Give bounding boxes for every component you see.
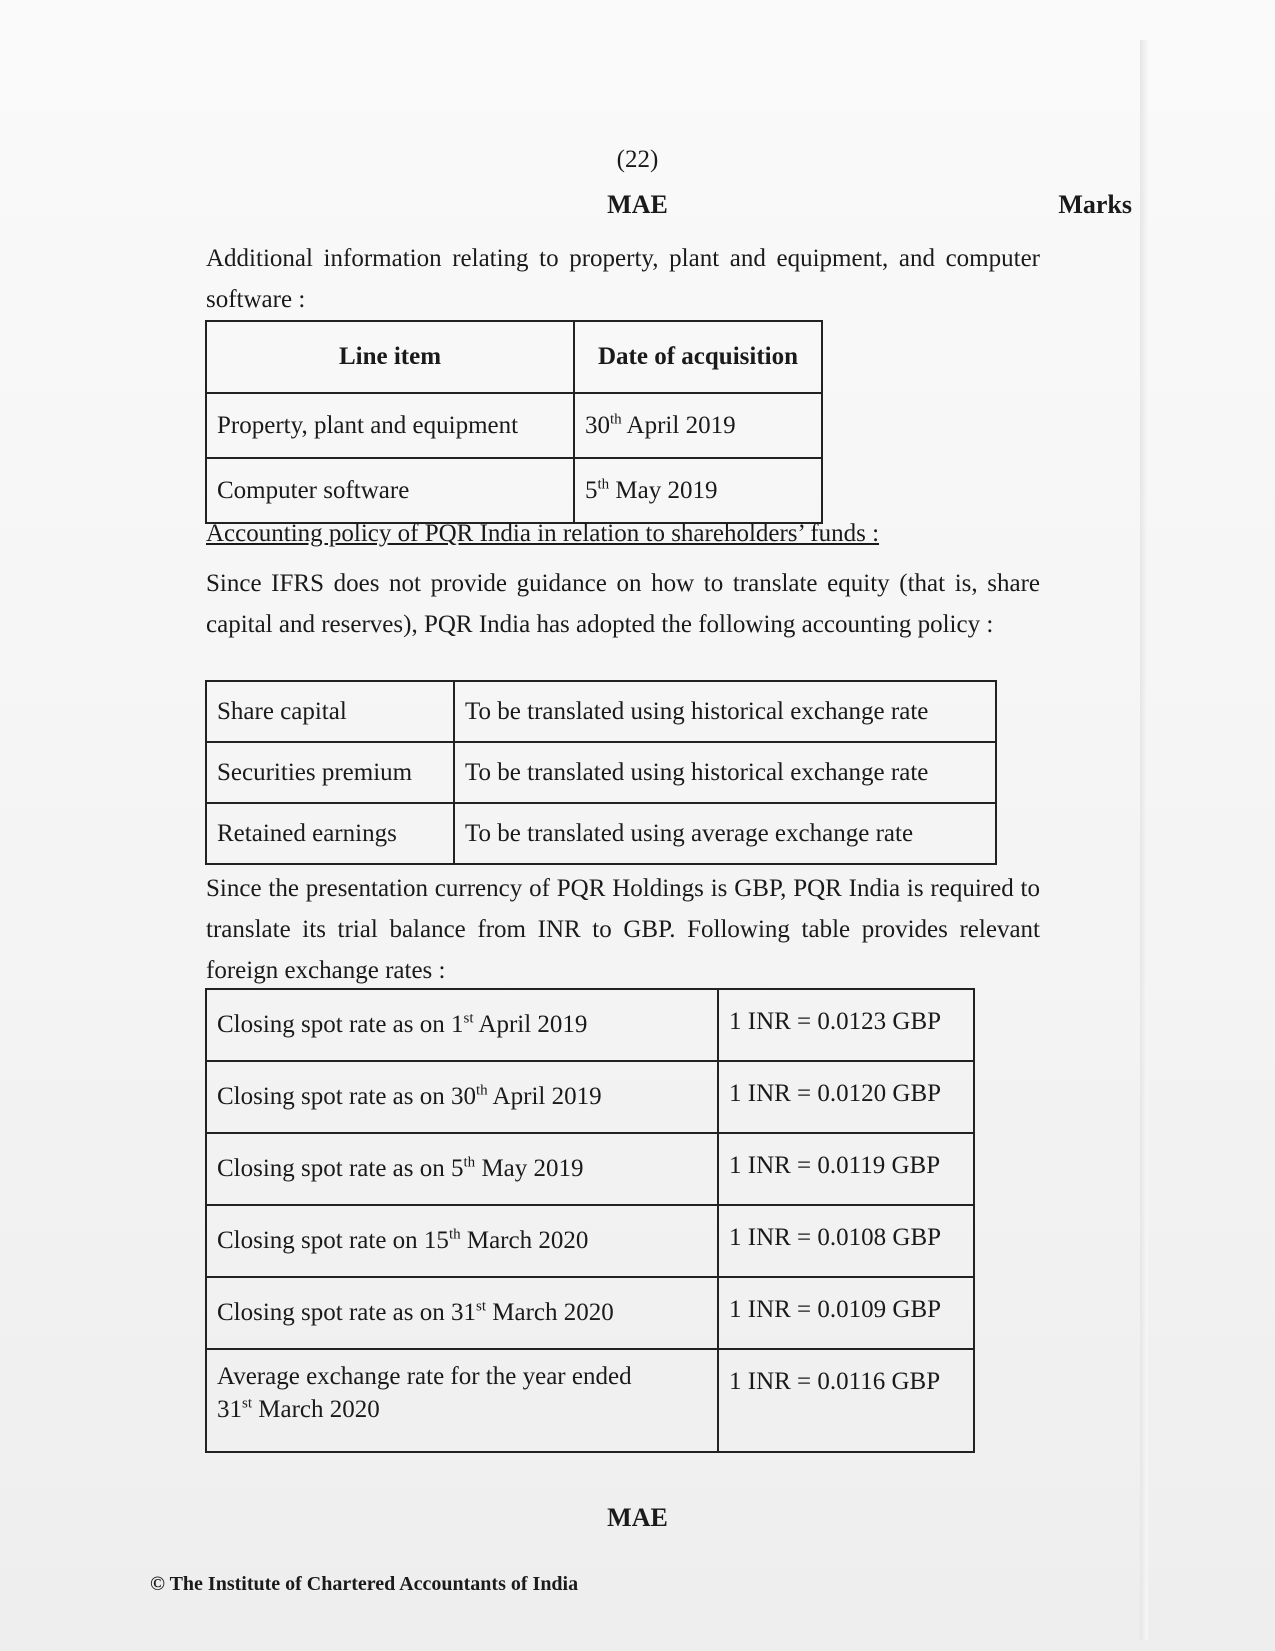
policy-table xyxy=(205,680,997,865)
marks-label: Marks xyxy=(1058,190,1132,219)
date-rest: May 2019 xyxy=(609,476,718,504)
line-item-cell: Computer software xyxy=(206,458,574,523)
table-row xyxy=(206,393,822,458)
table-row xyxy=(206,1133,974,1205)
policy-paragraph: Since IFRS does not provide guidance on how to translate equity (that is, share capital and reserves), PQR India has adopted the following accounting policy : xyxy=(206,570,1040,638)
rate-description-cell xyxy=(206,1133,718,1205)
rate-desc-text: Closing spot rate as on 31 xyxy=(217,1299,477,1326)
subject-code-header: MAE xyxy=(607,190,668,219)
rate-value-cell: 1 INR = 0.0116 GBP xyxy=(718,1349,974,1452)
acquisition-table xyxy=(205,320,823,524)
rate-desc-text: Closing spot rate as on 30 xyxy=(217,1083,477,1110)
rates-paragraph: Since the presentation currency of PQR Holdings is GBP, PQR India is required to translate its trial balance from INR to GBP. Following table provides relevant foreign exchange rates : xyxy=(206,875,1040,984)
rate-desc-text: Closing spot rate on 15 xyxy=(217,1227,449,1254)
table-row xyxy=(206,1277,974,1349)
rate-desc-date: March 2020 xyxy=(252,1396,380,1423)
policy-cell: To be translated using average exchange rate xyxy=(454,803,996,864)
rate-desc-date: May 2019 xyxy=(475,1155,584,1182)
rate-desc-date: April 2019 xyxy=(487,1083,602,1110)
ordinal-suffix: st xyxy=(242,1395,253,1412)
ordinal-suffix: th xyxy=(463,1154,476,1171)
page-number: (22) xyxy=(616,146,659,173)
equity-item-cell: Share capital xyxy=(206,681,454,742)
date-suffix: th xyxy=(610,411,622,428)
rate-value-cell: 1 INR = 0.0119 GBP xyxy=(718,1133,974,1205)
rate-desc-text: Average exchange rate for the year ended xyxy=(217,1363,632,1390)
table-row xyxy=(206,681,996,742)
date-day: 30 xyxy=(585,411,610,439)
rate-desc-date: April 2019 xyxy=(473,1011,588,1038)
rate-description-cell xyxy=(206,1061,718,1133)
rate-desc-date: March 2020 xyxy=(460,1227,589,1254)
date-cell xyxy=(574,458,822,523)
ordinal-suffix: th xyxy=(448,1226,461,1243)
rate-description-cell xyxy=(206,1205,718,1277)
column-header-date: Date of acquisition xyxy=(574,321,822,393)
equity-item-cell: Securities premium xyxy=(206,742,454,803)
date-rest: April 2019 xyxy=(621,411,736,439)
intro-paragraph: Additional information relating to property, plant and equipment, and computer software : xyxy=(206,245,1040,313)
rate-desc-day: 31 xyxy=(217,1396,242,1423)
table-row xyxy=(206,1205,974,1277)
rate-value-cell: 1 INR = 0.0123 GBP xyxy=(718,989,974,1061)
rate-description-cell xyxy=(206,1349,718,1452)
table-row xyxy=(206,742,996,803)
exchange-rates-table xyxy=(205,988,975,1453)
column-header-line-item: Line item xyxy=(206,321,574,393)
ordinal-suffix: st xyxy=(476,1298,487,1315)
copyright-footer: © The Institute of Chartered Accountants of India xyxy=(150,1573,579,1595)
subject-code-footer: MAE xyxy=(607,1503,668,1532)
rate-value-cell: 1 INR = 0.0108 GBP xyxy=(718,1205,974,1277)
rate-desc-date: March 2020 xyxy=(486,1299,614,1326)
date-cell xyxy=(574,393,822,458)
rate-value-cell: 1 INR = 0.0109 GBP xyxy=(718,1277,974,1349)
table-row xyxy=(206,1349,974,1452)
table-row xyxy=(206,803,996,864)
ordinal-suffix: st xyxy=(463,1010,474,1027)
rate-description-cell xyxy=(206,1277,718,1349)
equity-item-cell: Retained earnings xyxy=(206,803,454,864)
rate-value-cell: 1 INR = 0.0120 GBP xyxy=(718,1061,974,1133)
table-header-row xyxy=(206,321,822,393)
paper-edge-shadow xyxy=(1140,40,1148,1640)
table-row xyxy=(206,458,822,523)
date-suffix: th xyxy=(597,476,610,493)
table-row xyxy=(206,1061,974,1133)
line-item-cell: Property, plant and equipment xyxy=(206,393,574,458)
policy-cell: To be translated using historical exchange rate xyxy=(454,742,996,803)
policy-heading: Accounting policy of PQR India in relation to shareholders’ funds : xyxy=(206,520,880,547)
table-row xyxy=(206,989,974,1061)
rate-desc-text: Closing spot rate as on 5 xyxy=(217,1155,464,1182)
rate-description-cell xyxy=(206,989,718,1061)
rate-desc-text: Closing spot rate as on 1 xyxy=(217,1011,464,1038)
policy-cell: To be translated using historical exchange rate xyxy=(454,681,996,742)
ordinal-suffix: th xyxy=(476,1082,488,1099)
date-day: 5 xyxy=(585,476,598,504)
